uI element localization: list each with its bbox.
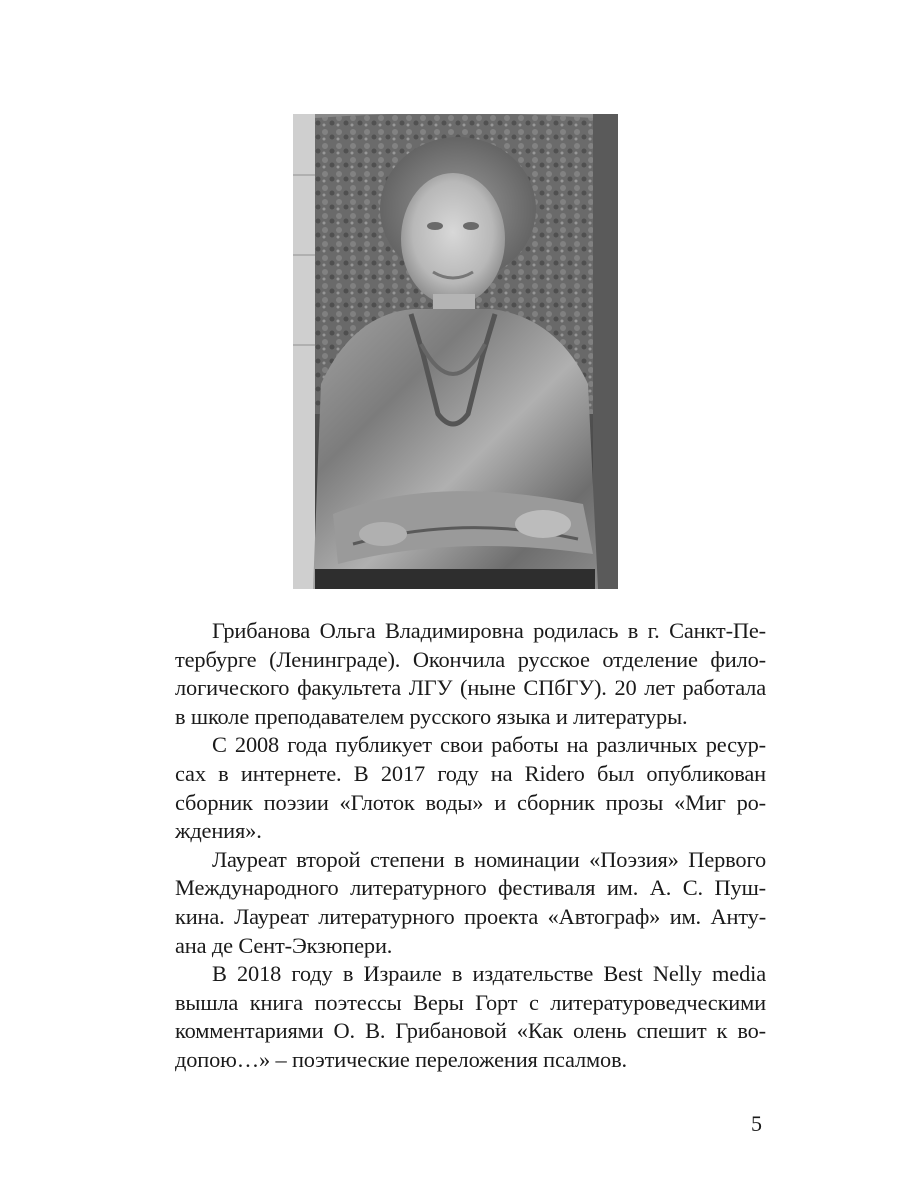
text-line: Лауреат второй степени в номинации «Поэзия» Первого	[212, 846, 766, 872]
text-line: тербурге (Ленинграде). Окончила русское отделение фило-	[175, 646, 766, 672]
text-line: вышла книга поэтессы Веры Горт с литературоведческими	[175, 989, 766, 1015]
portrait-image	[293, 114, 618, 589]
author-portrait-photo	[293, 114, 618, 589]
text-line: допою…» – поэтические переложения псалмов.	[175, 1046, 627, 1072]
biography-text	[138, 617, 766, 1075]
text-line: кина. Лауреат литературного проекта «Автограф» им. Анту-	[175, 903, 766, 929]
text-line: логического факультета ЛГУ (ныне СПбГУ). 20 лет работала	[175, 675, 766, 701]
paragraph-publications	[138, 731, 766, 845]
text-line: комментариями О. В. Грибановой «Как олень спешит к во-	[175, 1018, 766, 1044]
text-line: ждения».	[175, 818, 262, 844]
text-line: в школе преподавателем русского языка и литературы.	[175, 703, 688, 729]
paragraph-birth-education	[138, 617, 766, 731]
text-line: С 2008 года публикует свои работы на различных ресур-	[212, 732, 766, 758]
paragraph-2018-book	[138, 960, 766, 1074]
text-line: В 2018 году в Израиле в издательстве Best Nelly media	[212, 961, 766, 987]
text-line: ана де Сент-Экзюпери.	[175, 932, 393, 958]
page-number: 5	[751, 1111, 762, 1136]
text-line: Международного литературного фестиваля им. А. С. Пуш-	[175, 875, 766, 901]
text-line: сах в интернете. В 2017 году на Ridero был опубликован	[175, 760, 766, 786]
paragraph-awards	[138, 846, 766, 960]
text-line: сборник поэзии «Глоток воды» и сборник прозы «Миг ро-	[175, 789, 766, 815]
text-line: Грибанова Ольга Владимировна родилась в г. Санкт-Пе-	[212, 618, 766, 643]
